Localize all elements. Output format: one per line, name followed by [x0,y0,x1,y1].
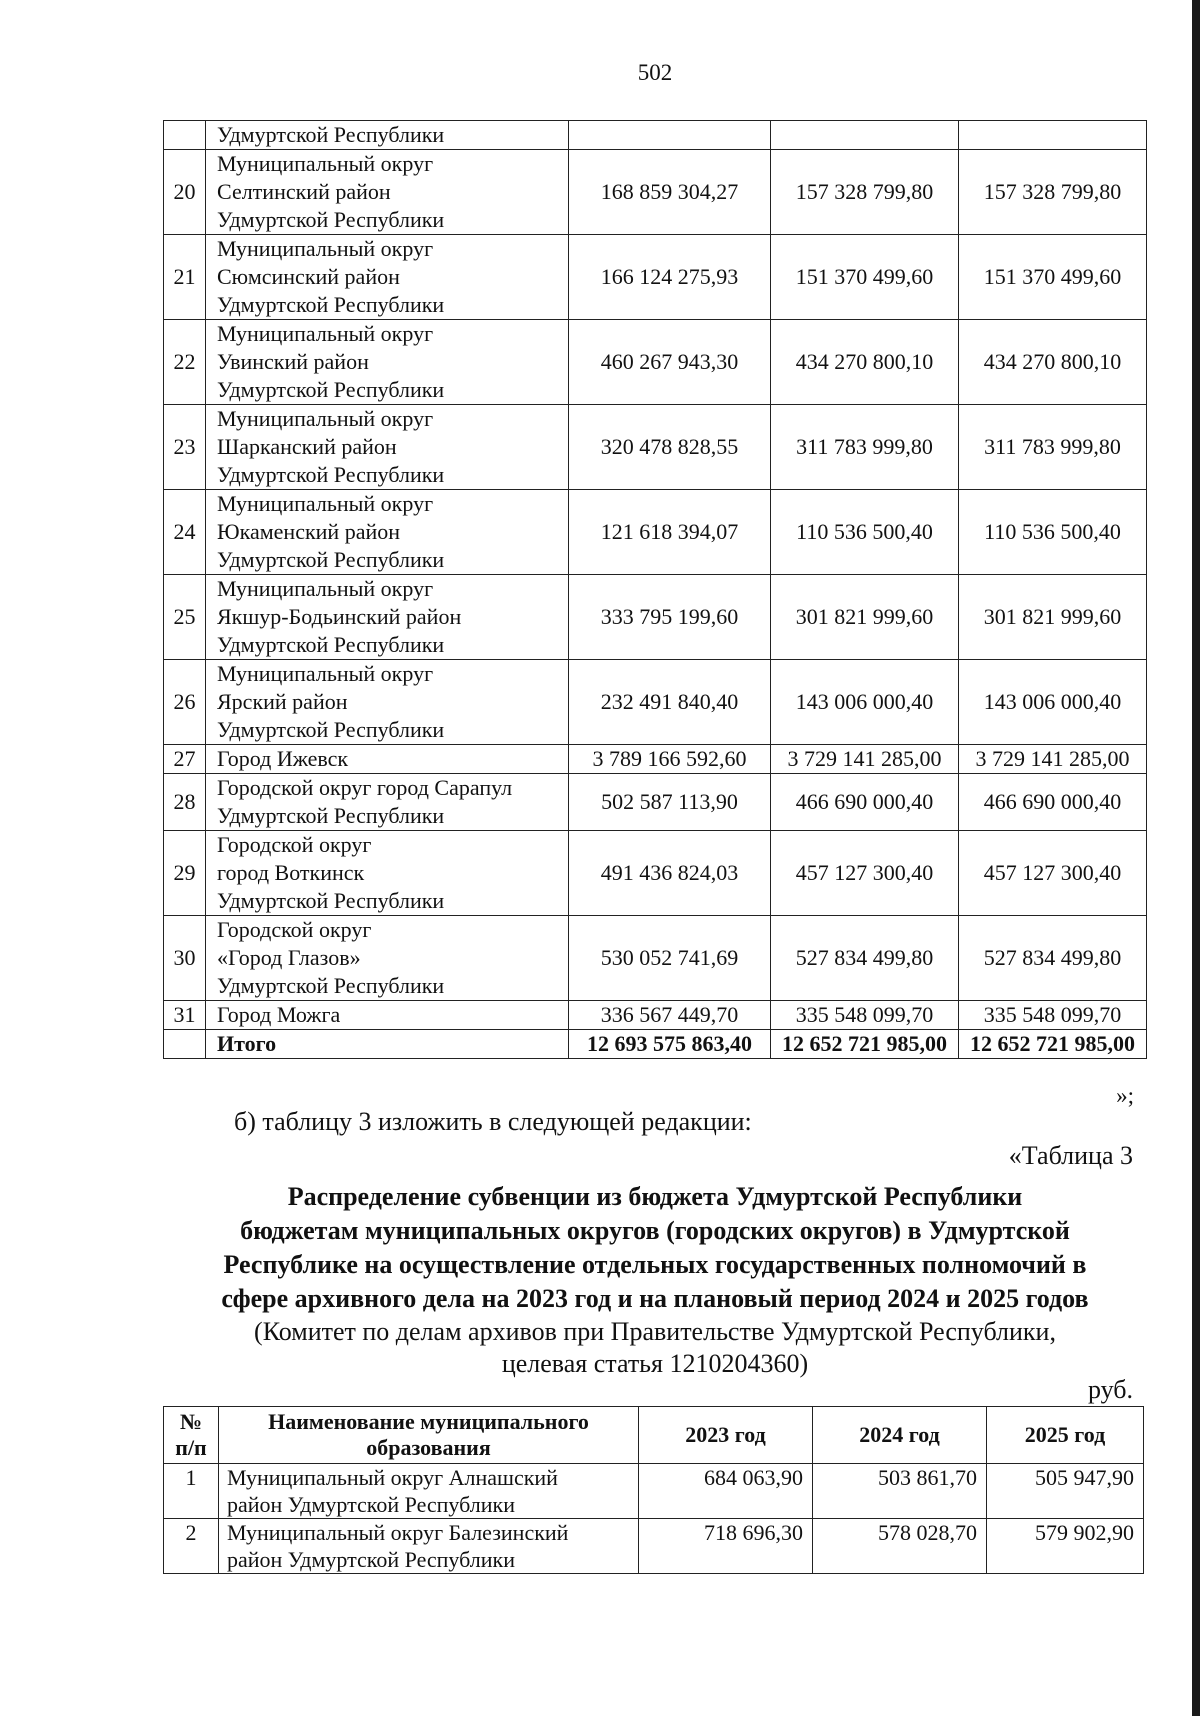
amount-2023: 333 795 199,60 [569,575,771,660]
currency-unit: руб. [1087,1375,1133,1404]
table-row [164,320,1147,405]
name-line: Город Ижевск [217,746,349,771]
municipality-name [206,150,569,235]
amount-2024: 503 861,70 [813,1464,987,1519]
table-title [170,1180,1140,1316]
amount-2024: 311 783 999,80 [771,405,959,490]
name-line: Удмуртской Республики [217,888,445,913]
row-number [164,1030,206,1059]
name-line: Селтинский район [217,179,391,204]
municipality-name [206,660,569,745]
title-line: бюджетам муниципальных округов (городских округов) в Удмуртской [240,1216,1070,1245]
amount-2024 [771,121,959,150]
name-line: Муниципальный округ [217,406,434,431]
amount-2023 [569,121,771,150]
amount-2024: 335 548 099,70 [771,1001,959,1030]
amount-2024: 578 028,70 [813,1519,987,1574]
table-row [164,235,1147,320]
closing-quote: »; [1116,1083,1134,1108]
name-line: Муниципальный округ Алнашский [227,1465,558,1490]
table-row [164,490,1147,575]
amount-2023: 232 491 840,40 [569,660,771,745]
municipality-name [206,490,569,575]
name-line: Городской округ город Сарапул [217,775,513,800]
title-line: сфере архивного дела на 2023 год и на плановый период 2024 и 2025 годов [221,1284,1089,1313]
amount-2025: 311 783 999,80 [959,405,1147,490]
table-row [164,916,1147,1001]
header-2024: 2024 год [813,1407,987,1464]
table-row [164,774,1147,831]
amount-2023: 168 859 304,27 [569,150,771,235]
name-line: город Воткинск [217,860,365,885]
amount-2023: 166 124 275,93 [569,235,771,320]
table-row [164,1001,1147,1030]
name-line: Удмуртской Республики [217,377,445,402]
municipality-name [219,1464,639,1519]
municipality-name [206,121,569,150]
municipality-name [206,575,569,660]
page-number: 502 [637,60,673,85]
name-line: Удмуртской Республики [217,547,445,572]
name-line: Муниципальный округ [217,661,434,686]
name-line: Муниципальный округ Балезинский [227,1520,569,1545]
municipality-name [206,235,569,320]
name-line: Удмуртской Республики [217,803,445,828]
amount-2023: 502 587 113,90 [569,774,771,831]
name-line: Удмуртской Республики [217,292,445,317]
amount-2024: 434 270 800,10 [771,320,959,405]
row-number: 25 [164,575,206,660]
table-row [164,1464,1144,1519]
name-line: Удмуртской Республики [217,632,445,657]
name-line: Городской округ [217,917,372,942]
amount-2025: 151 370 499,60 [959,235,1147,320]
table-row [164,745,1147,774]
row-number: 21 [164,235,206,320]
name-line: район Удмуртской Республики [227,1547,515,1572]
row-number: 2 [164,1519,219,1574]
row-number: 20 [164,150,206,235]
row-number: 27 [164,745,206,774]
subtitle-line: целевая статья 1210204360) [501,1349,809,1378]
total-2023: 12 693 575 863,40 [569,1030,771,1059]
amount-2024: 110 536 500,40 [771,490,959,575]
name-line: Удмуртской Республики [217,462,445,487]
municipality-name [206,1001,569,1030]
table-row [164,831,1147,916]
amount-2025: 157 328 799,80 [959,150,1147,235]
table-label: «Таблица 3 [1008,1141,1133,1170]
row-number: 31 [164,1001,206,1030]
total-2024: 12 652 721 985,00 [771,1030,959,1059]
row-number: 24 [164,490,206,575]
name-line: Ярский район [217,689,348,714]
amount-2023: 3 789 166 592,60 [569,745,771,774]
amount-2025: 527 834 499,80 [959,916,1147,1001]
scan-edge [1192,0,1200,1716]
total-row [164,1030,1147,1059]
amount-2025: 143 006 000,40 [959,660,1147,745]
total-label: Итого [206,1030,569,1059]
amount-2024: 457 127 300,40 [771,831,959,916]
name-line: Удмуртской Республики [217,122,445,147]
amount-2023: 491 436 824,03 [569,831,771,916]
header-municipality: Наименование муниципального образования [219,1407,639,1464]
name-line: Удмуртской Республики [217,207,445,232]
municipality-name [206,831,569,916]
name-line: Муниципальный округ [217,576,434,601]
header-2025: 2025 год [987,1407,1144,1464]
total-2025: 12 652 721 985,00 [959,1030,1147,1059]
name-line: Удмуртской Республики [217,973,445,998]
row-number: 29 [164,831,206,916]
row-number [164,121,206,150]
municipality-name [206,320,569,405]
title-line: Распределение субвенции из бюджета Удмуртской Республики [287,1182,1023,1211]
municipality-name [206,405,569,490]
amendment-text: б) таблицу 3 изложить в следующей редакции: [234,1107,752,1136]
name-line: Увинский район [217,349,369,374]
name-line: Удмуртской Республики [217,717,445,742]
header-number: № п/п [164,1407,219,1464]
amount-2025: 579 902,90 [987,1519,1144,1574]
row-number: 22 [164,320,206,405]
amount-2025: 466 690 000,40 [959,774,1147,831]
table-row [164,405,1147,490]
amount-2024: 3 729 141 285,00 [771,745,959,774]
table-subtitle [170,1316,1140,1380]
amount-2025: 434 270 800,10 [959,320,1147,405]
row-number: 28 [164,774,206,831]
amount-2024: 527 834 499,80 [771,916,959,1001]
name-line: Муниципальный округ [217,151,434,176]
table-row [164,575,1147,660]
amount-2023: 336 567 449,70 [569,1001,771,1030]
row-number: 1 [164,1464,219,1519]
amount-2025: 3 729 141 285,00 [959,745,1147,774]
name-line: район Удмуртской Республики [227,1492,515,1517]
row-number: 23 [164,405,206,490]
amount-2024: 301 821 999,60 [771,575,959,660]
table-row [164,1519,1144,1574]
title-line: Республике на осуществление отдельных государственных полномочий в [223,1250,1087,1279]
amount-2024: 157 328 799,80 [771,150,959,235]
amount-2025: 335 548 099,70 [959,1001,1147,1030]
amount-2024: 466 690 000,40 [771,774,959,831]
amount-2025: 301 821 999,60 [959,575,1147,660]
amount-2024: 151 370 499,60 [771,235,959,320]
row-number: 30 [164,916,206,1001]
amount-2025: 110 536 500,40 [959,490,1147,575]
amount-2025: 457 127 300,40 [959,831,1147,916]
name-line: Город Можга [217,1002,341,1027]
amount-2023: 460 267 943,30 [569,320,771,405]
amount-2023: 530 052 741,69 [569,916,771,1001]
name-line: Якшур-Бодьинский район [217,604,462,629]
name-line: «Город Глазов» [217,945,361,970]
row-number: 26 [164,660,206,745]
archive-subvention-table [163,1406,1144,1574]
name-line: Юкаменский район [217,519,401,544]
municipality-name [206,916,569,1001]
amount-2023: 684 063,90 [639,1464,813,1519]
amount-2025: 505 947,90 [987,1464,1144,1519]
amount-2024: 143 006 000,40 [771,660,959,745]
amount-2023: 121 618 394,07 [569,490,771,575]
amount-2025 [959,121,1147,150]
header-2023: 2023 год [639,1407,813,1464]
subsidy-table-continued [163,120,1147,1059]
amount-2023: 718 696,30 [639,1519,813,1574]
municipality-name [206,774,569,831]
name-line: Городской округ [217,832,372,857]
table-row [164,121,1147,150]
name-line: Муниципальный округ [217,491,434,516]
subtitle-line: (Комитет по делам архивов при Правительстве Удмуртской Республики, [254,1317,1056,1346]
name-line: Муниципальный округ [217,321,434,346]
name-line: Сюмсинский район [217,264,400,289]
municipality-name [206,745,569,774]
name-line: Муниципальный округ [217,236,434,261]
municipality-name [219,1519,639,1574]
name-line: Шарканский район [217,434,397,459]
table-header-row [164,1407,1144,1464]
table-row [164,150,1147,235]
amount-2023: 320 478 828,55 [569,405,771,490]
table-row [164,660,1147,745]
